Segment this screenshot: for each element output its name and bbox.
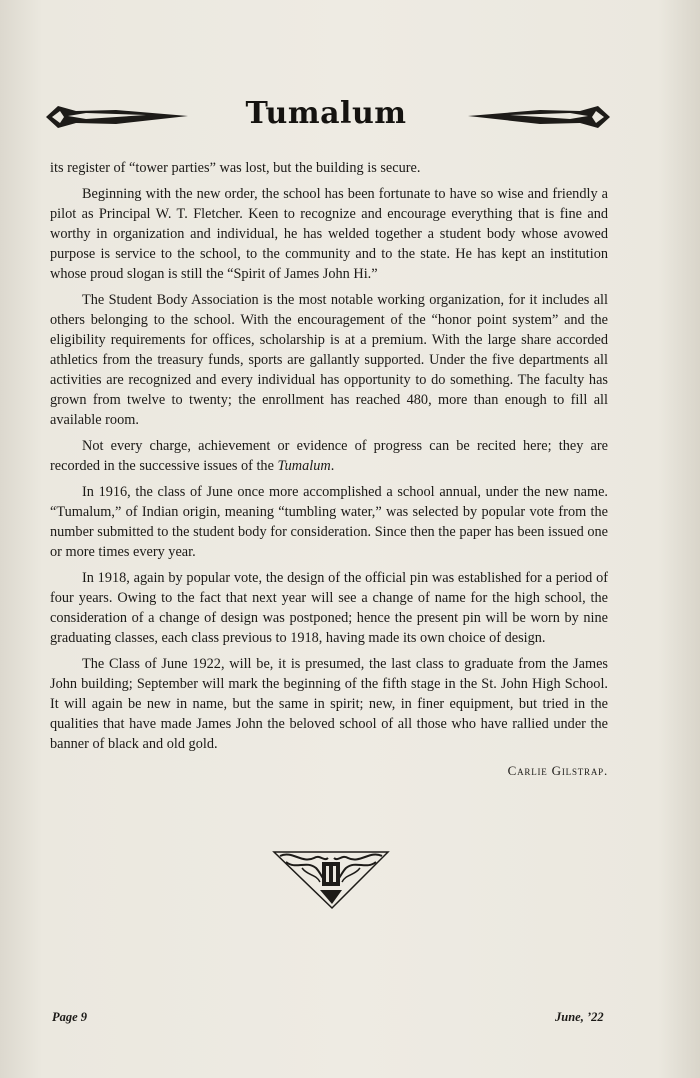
paragraph: The Student Body Association is the most notable working organization, for it includes all others belonging to the school. With the encouragement of the “honor point system” and the eligibility requirements for offices, scholarship is at a premium. With the large share accorded athletics from the treasury funds, sports are gallantly supported. Under the five departments all activities are recognized and every individual has opportunity to do something. The faculty has grown from twelve to twenty; the enrollment has reached 480, more than enough to fill all available room. — [50, 292, 608, 428]
page-number: Page 9 — [52, 1010, 88, 1024]
page-header — [0, 96, 700, 146]
right-arrow-ornament-icon — [468, 102, 610, 132]
crest-ornament-icon — [272, 848, 390, 910]
issue-date: June, ’22 — [555, 1010, 604, 1024]
paragraph: In 1918, again by popular vote, the design of the official pin was established for a period of four years. Owing to the fact that next year will see a change of name for the high school, the consideration of a change of design was postponed; hence the present pin will be worn by nine graduating classes, each class previous to 1918, having made its own choice of design. — [50, 570, 608, 646]
paragraph-text: Not every charge, achievement or evidence of progress can be recited here; they are recorded in the successive issues of the — [50, 438, 608, 474]
paragraph: its register of “tower parties” was lost, but the building is secure. — [50, 160, 421, 176]
publication-name: Tumalum — [277, 458, 331, 474]
paragraph-end: . — [330, 458, 335, 474]
author-signature: Carlie Gilstrap. — [507, 763, 608, 778]
article-body — [50, 158, 608, 760]
page-title: Tumalum — [245, 96, 407, 131]
paragraph: The Class of June 1922, will be, it is presumed, the last class to graduate from the James John building; September will mark the beginning of the fifth stage in the St. John High School. It will again be new in name, but the same in spirit; new, in finer equipment, but tried in the qualities that have made James John the beloved school of all those who have rallied under the banner of black and old gold. — [50, 656, 608, 752]
left-arrow-ornament-icon — [46, 102, 188, 132]
paragraph: Beginning with the new order, the school has been fortunate to have so wise and friendly a pilot as Principal W. T. Fletcher. Keen to recognize and encourage everything that is fine and worthy in organization and individual, he has welded together a student body whose avowed purpose is service to the school, to the community and to the state. He has kept an institution whose proud slogan is still the “Spirit of James John Hi.” — [50, 186, 608, 282]
paragraph: In 1916, the class of June once more accomplished a school annual, under the new name. “Tumalum,” of Indian origin, meaning “tumbling water,” was selected by popular vote from the number submitted to the student body for consideration. Since then the paper has been issued one or more times every year. — [50, 484, 608, 560]
paragraph — [50, 436, 608, 476]
